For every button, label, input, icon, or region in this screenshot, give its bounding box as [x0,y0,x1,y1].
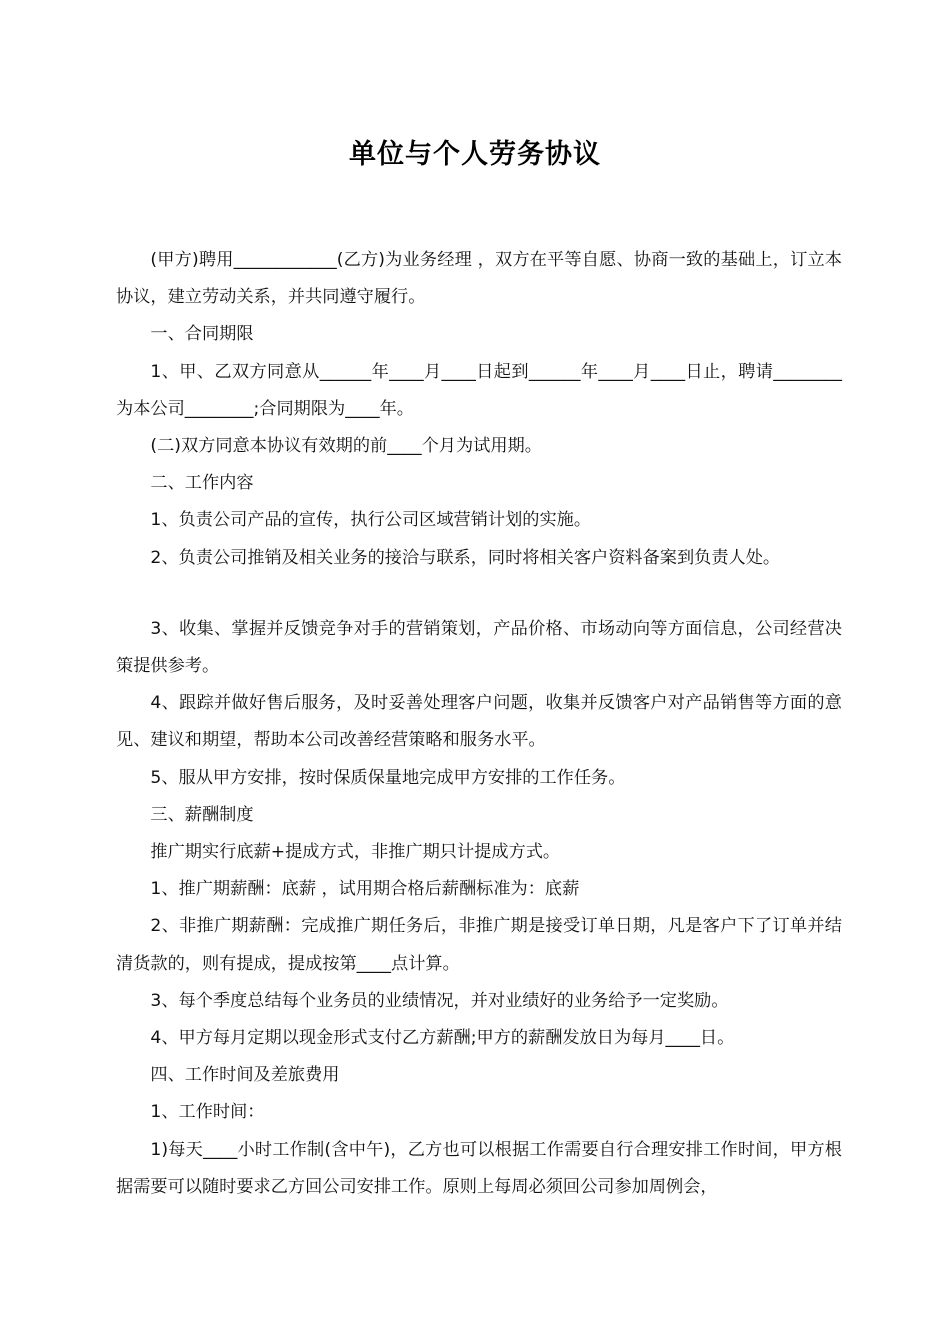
paragraph-duty-2: 2、负责公司推销及相关业务的接洽与联系，同时将相关客户资料备案到负责人处。 [150,547,781,568]
paragraph-probation: (二)双方同意本协议有效期的前____个月为试用期。 [150,436,542,457]
paragraph-salary-mode: 推广期实行底薪+提成方式，非推广期只计提成方式。 [150,842,561,863]
paragraph-duty-3: 3、收集、掌握并反馈竞争对手的营销策划，产品价格、市场动向等方面信息，公司经营决策提供参考。 [116,618,842,677]
paragraph-duty-1: 1、负责公司产品的宣传，执行公司区域营销计划的实施。 [150,510,592,531]
document-body [116,242,842,1206]
paragraph-duty-4: 4、跟踪并做好售后服务，及时妥善处理客户问题，收集并反馈客户对产品销售等方面的意见、建议和期望，帮助本公司改善经营策略和服务水平。 [116,693,842,751]
heading-work-time: 四、工作时间及差旅费用 [150,1065,340,1086]
paragraph-salary-1: 1、推广期薪酬：底薪 ，试用期合格后薪酬标准为：底薪 [150,879,580,900]
heading-work-content: 二、工作内容 [150,473,254,494]
paragraph-work-time-daily: 1)每天____小时工作制(含中午)，乙方也可以根据工作需要自行合理安排工作时间，甲方根据需要可以随时要求乙方回公司安排工作。原则上每周必须回公司参加周例会， [116,1139,842,1197]
document-title: 单位与个人劳务协议 [349,139,601,170]
paragraph-intro: (甲方)聘用____________(乙方)为业务经理 ，双方在平等自愿、协商一致的基础上，订立本协议，建立劳动关系，并共同遵守履行。 [116,250,842,308]
heading-salary: 三、薪酬制度 [150,804,254,825]
paragraph-work-time-1: 1、工作时间： [150,1102,265,1123]
paragraph-salary-4: 4、甲方每月定期以现金形式支付乙方薪酬;甲方的薪酬发放日为每月____日。 [150,1028,735,1049]
heading-contract-term: 一、合同期限 [150,324,254,345]
paragraph-term-dates: 1、甲、乙双方同意从______年____月____日起到______年____月____日止，聘请________为本公司________;合同期限为____年。 [116,361,842,419]
paragraph-salary-2: 2、非推广期薪酬：完成推广期任务后，非推广期是接受订单日期，凡是客户下了订单并结清货款的，则有提成，提成按第____点计算。 [116,916,842,974]
paragraph-spacer [116,577,842,611]
paragraph-salary-3: 3、每个季度总结每个业务员的业绩情况，并对业绩好的业务给予一定奖励。 [150,990,729,1011]
paragraph-duty-5: 5、服从甲方安排，按时保质保量地完成甲方安排的工作任务。 [150,767,626,788]
